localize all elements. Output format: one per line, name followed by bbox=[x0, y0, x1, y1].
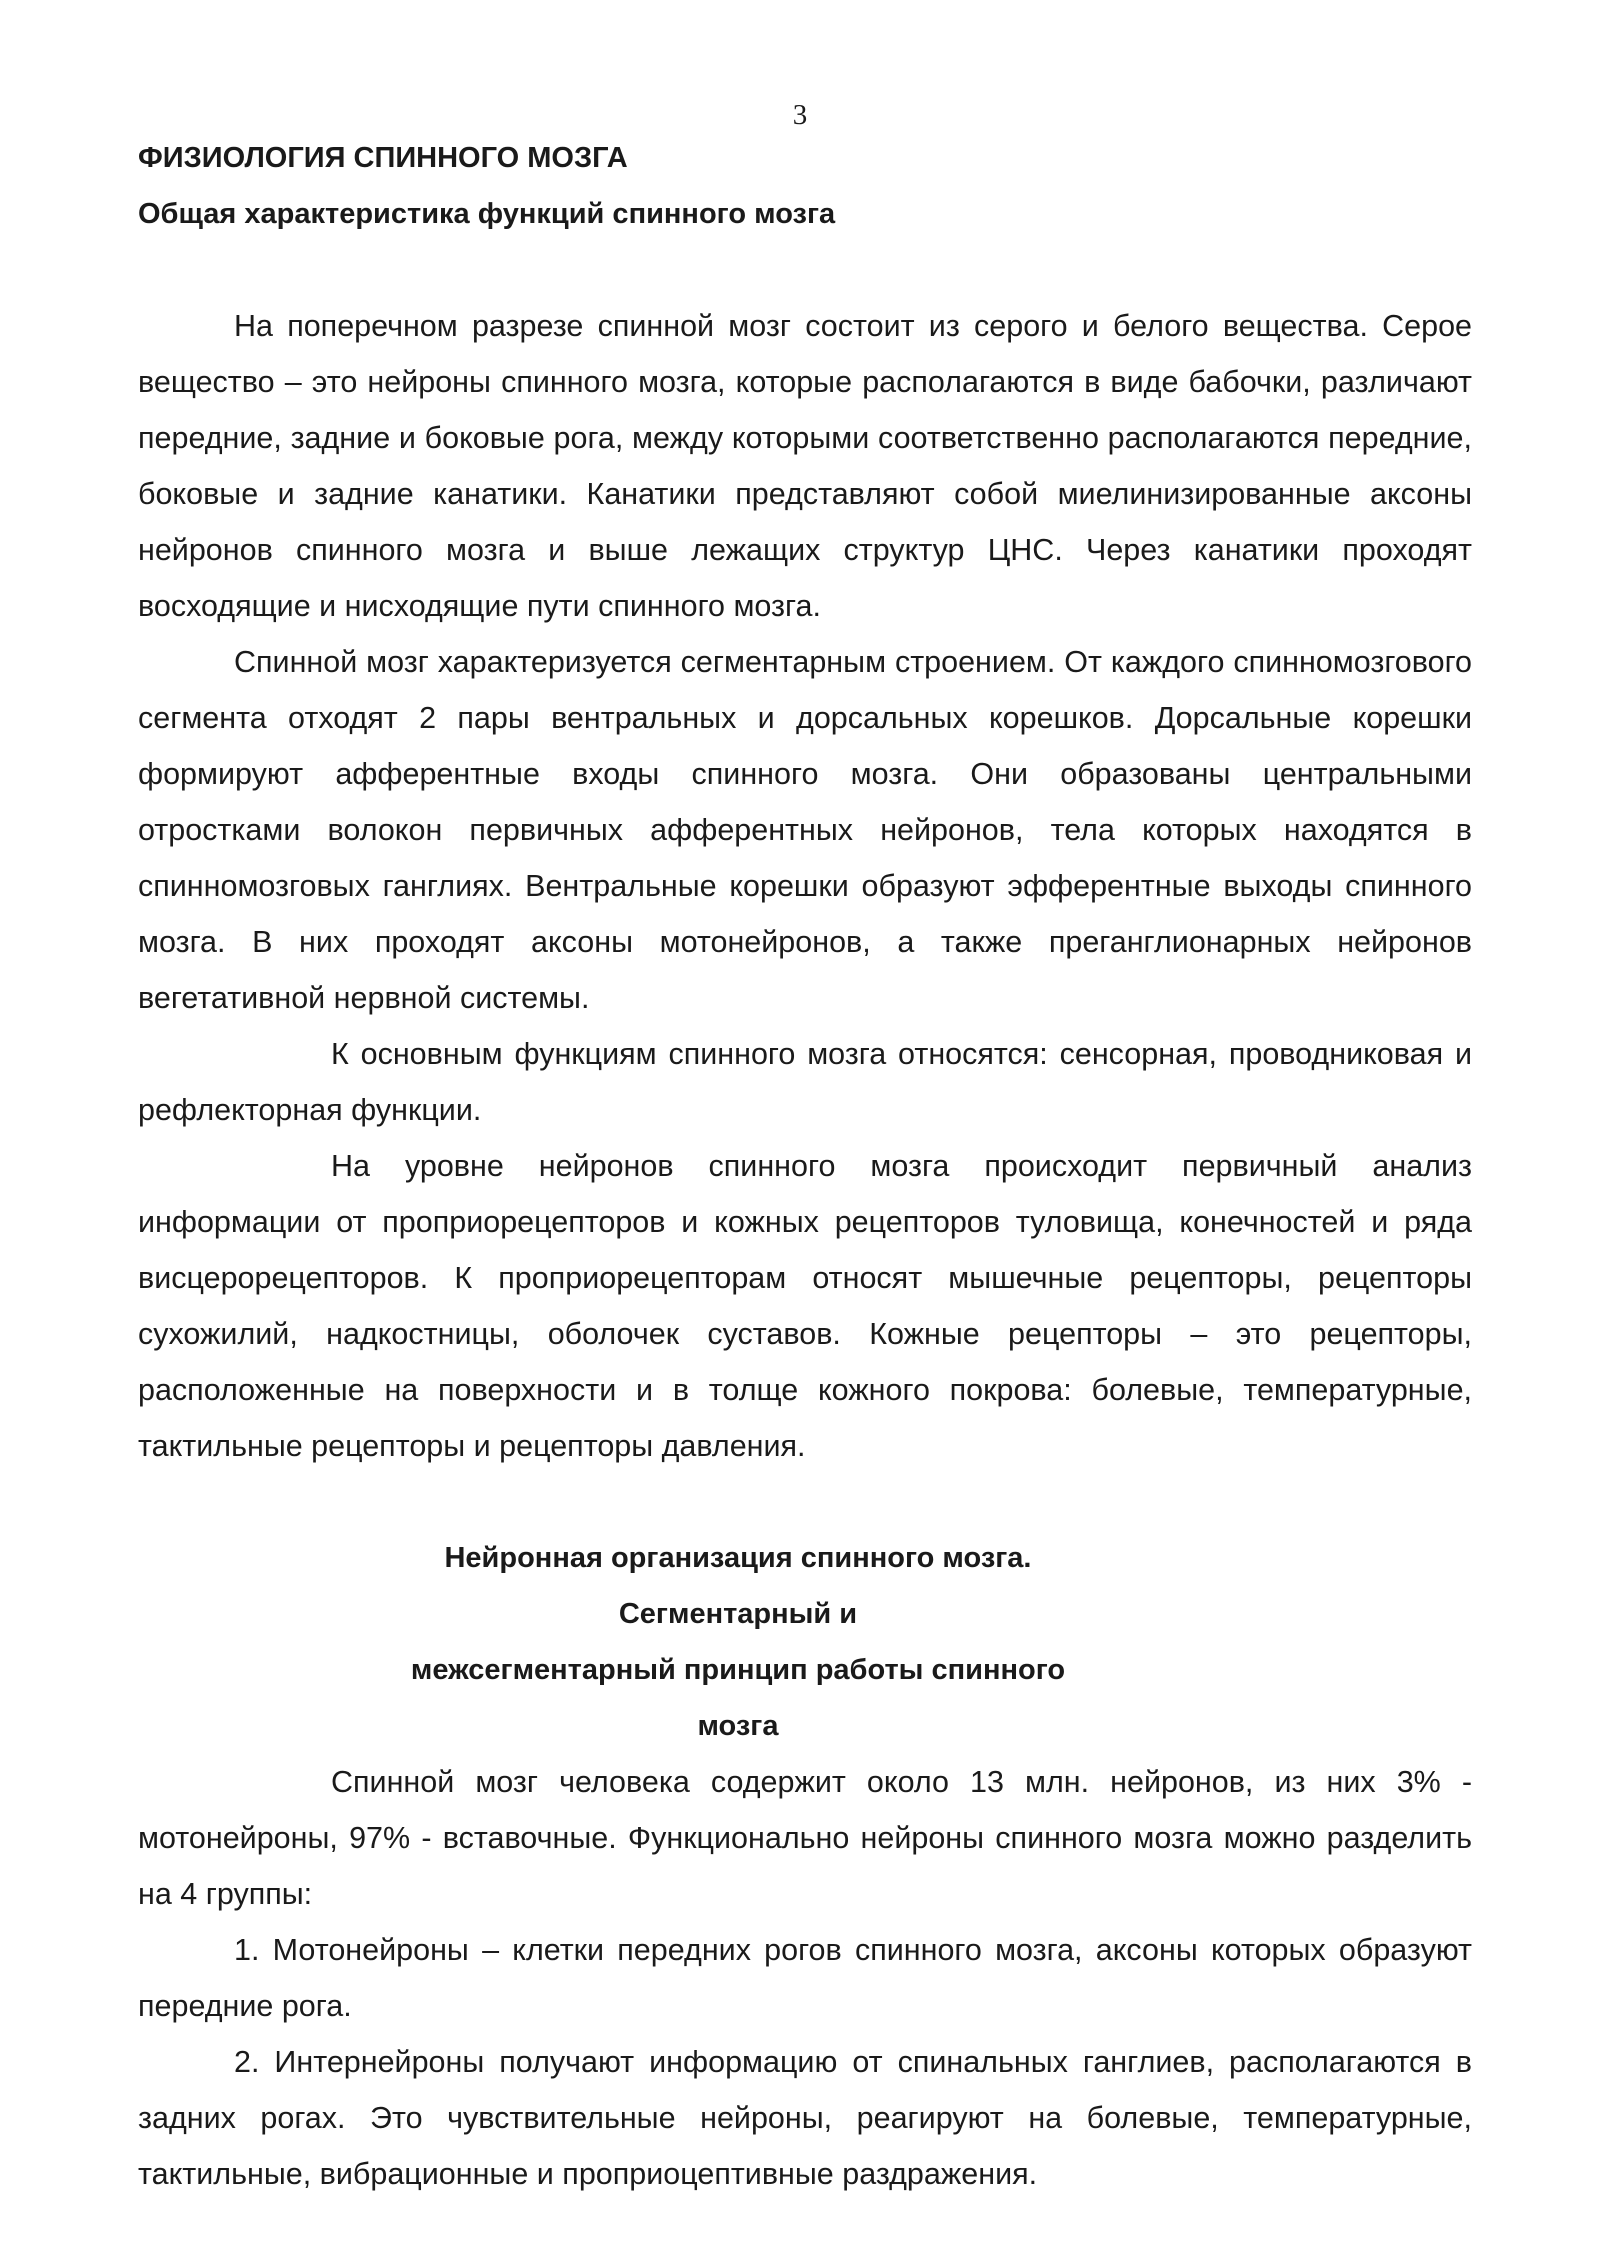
paragraph: На уровне нейронов спинного мозга происходит первичный анализ информации от проприорецепторов и кожных рецепторов туловища, конечностей и ряда висцерорецепторов. К проприорецепторам относят мышечные рецепторы, рецепторы сухожилий, надкостницы, оболочек суставов. Кожные рецепторы – это рецепторы, расположенные на поверхности и в толще кожного покрова: болевые, температурные, тактильные рецепторы и рецепторы давления. bbox=[138, 1149, 1472, 1463]
paragraph: Спинной мозг человека содержит около 13 млн. нейронов, из них 3% - мотонейроны, 97% - вставочные. Функционально нейроны спинного мозга можно разделить на 4 группы: bbox=[138, 1765, 1472, 1911]
section-heading-line: межсегментарный принцип работы спинного мозга bbox=[410, 1654, 1066, 1742]
spacer bbox=[138, 1474, 1472, 1530]
list-item: 1. Мотонейроны – клетки передних рогов спинного мозга, аксоны которых образуют передние рога. bbox=[138, 1933, 1472, 2023]
page-number: 3 bbox=[792, 99, 808, 131]
document-subtitle: Общая характеристика функций спинного мозга bbox=[138, 198, 836, 230]
document-title: ФИЗИОЛОГИЯ СПИННОГО МОЗГА bbox=[138, 142, 628, 174]
paragraph: К основным функциям спинного мозга относятся: сенсорная, проводниковая и рефлекторная функции. bbox=[138, 1037, 1472, 1127]
list-item: 2. Интернейроны получают информацию от спинальных ганглиев, располагаются в задних рогах. Это чувствительные нейроны, реагируют на болевые, температурные, тактильные, вибрационные и проприоцептивные раздражения. bbox=[138, 2045, 1472, 2191]
paragraph: На поперечном разрезе спинной мозг состоит из серого и белого вещества. Серое вещество – это нейроны спинного мозга, которые располагаются в виде бабочки, различают передние, задние и боковые рога, между которыми соответственно располагаются передние, боковые и задние канатики. Канатики представляют собой миелинизированные аксоны нейронов спинного мозга и выше лежащих структур ЦНС. Через канатики проходят восходящие и нисходящие пути спинного мозга. bbox=[138, 309, 1472, 623]
section-heading-line: Нейронная организация спинного мозга. Сегментарный и bbox=[444, 1542, 1032, 1630]
paragraph: Спинной мозг характеризуется сегментарным строением. От каждого спинномозгового сегмента отходят 2 пары вентральных и дорсальных корешков. Дорсальные корешки формируют афферентные входы спинного мозга. Они образованы центральными отростками волокон первичных афферентных нейронов, тела которых находятся в спинномозговых ганглиях. Вентральные корешки образуют эфферентные выходы спинного мозга. В них проходят аксоны мотонейронов, а также преганглионарных нейронов вегетативной нервной системы. bbox=[138, 645, 1472, 1015]
section-heading bbox=[138, 1530, 1088, 1754]
document-body bbox=[138, 130, 1472, 2202]
spacer bbox=[138, 242, 1472, 298]
